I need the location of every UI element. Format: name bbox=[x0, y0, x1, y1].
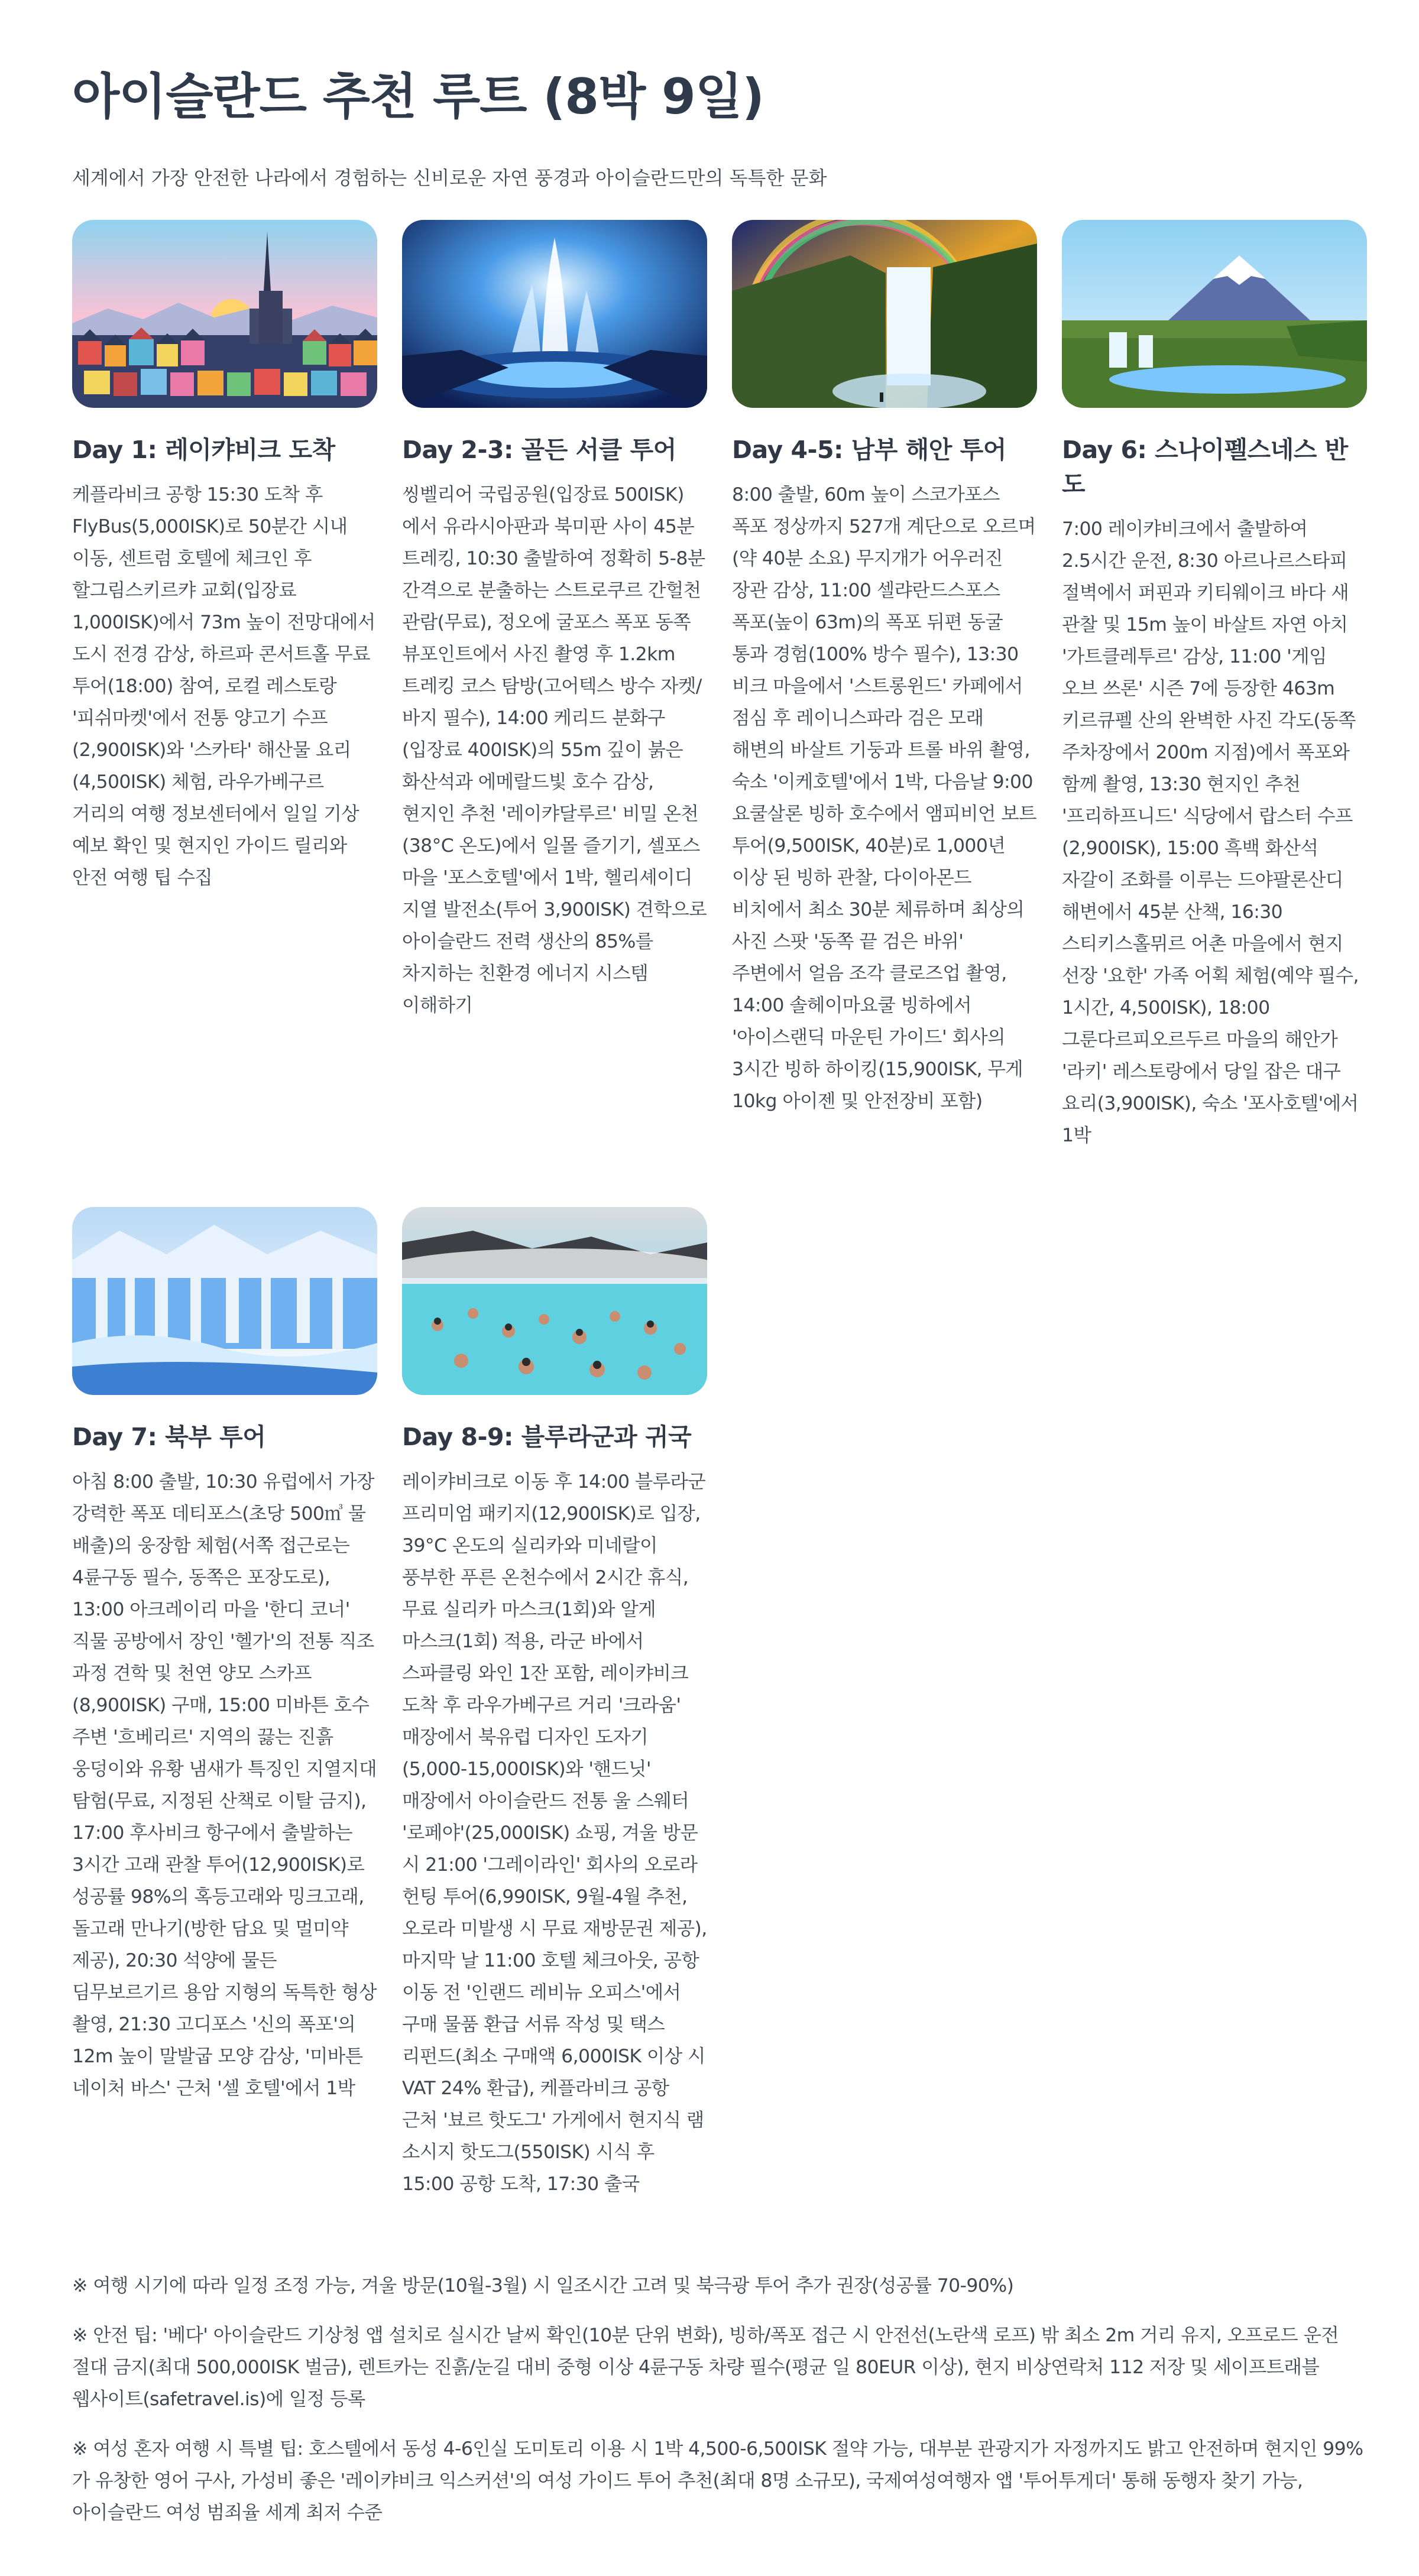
day-card bbox=[732, 220, 1037, 1117]
day-description: 레이캬비크로 이동 후 14:00 블루라군 프리미엄 패키지(12,900ISK)로 입장, 39°C 온도의 실리카와 미네랄이 풍부한 푸른 온천수에서 2시간 휴식, 무료 실리카 마스크(1회)와 알게 마스크(1회) 적용, 라군 바에서 스파클링 와인 1잔 포함, 레이캬비크 도착 후 라우가베구르 거리 '크라움' 매장에서 북유럽 디자인 도자기(5,000-15,000ISK)와 '핸드닛' 매장에서 아이슬란드 전통 울 스웨터 '로페야'(25,000ISK) 쇼핑, 겨울 방문 시 21:00 '그레이라인' 회사의 오로라 헌팅 투어(6,990ISK, 9월-4월 추천, 오로라 미발생 시 무료 재방문권 제공), 마지막 날 11:00 호텔 체크아웃, 공항 이동 전 '인랜드 레비뉴 오피스'에서 구매 물품 환급 서류 작성 및 택스 리펀드(최소 구매액 6,000ISK 이상 시 VAT 24% 환급), 케플라비크 공항 근처 '뵤르 핫도그' 가게에서 현지식 램 소시지 핫도그(550ISK) 시식 후 15:00 공항 도착, 17:30 출국 bbox=[402, 1471, 707, 2195]
day-title: Day 6: 스나이펠스네스 반도 bbox=[1062, 436, 1348, 498]
geyser-image bbox=[402, 220, 707, 408]
day-card bbox=[402, 220, 707, 1021]
day-description: 씽벨리어 국립공원(입장료 500ISK)에서 유라시아판과 북미판 사이 45분 트레킹, 10:30 출발하여 정확히 5-8분 간격으로 분출하는 스트로쿠르 간헐천 관람(무료), 정오에 굴포스 폭포 동쪽 뷰포인트에서 사진 촬영 후 1.2km 트레킹 코스 탐방(고어텍스 방수 자켓/바지 필수), 14:00 케리드 분화구(입장료 400ISK)의 55m 깊이 붉은 화산석과 에메랄드빛 호수 감상, 현지인 추천 '레이캬달루르' 비밀 온천(38°C 온도)에서 일몰 즐기기, 셀포스 마을 '포스호텔'에서 1박, 헬리셰이디 지열 발전소(투어 3,900ISK) 견학으로 아이슬란드 전력 생산의 85%를 차지하는 친환경 에너지 시스템 이해하기 bbox=[402, 484, 707, 1016]
kirkjufell-mountain-image bbox=[1062, 220, 1367, 408]
note-solo-female: ※ 여성 혼자 여행 시 특별 팁: 호스텔에서 동성 4-6인실 도미토리 이용 시 1박 4,500-6,500ISK 절약 가능, 대부분 관광지가 자정까지도 밝고 안전하며 현지인 99%가 유창한 영어 구사, 가성비 좋은 '레이캬비크 익스커션'의 여성 가이드 투어 추천(최대 8명 소규모), 국제여성여행자 앱 '투어투게더' 통해 동행자 찾기 가능, 아이슬란드 여성 범죄율 세계 최저 수준 bbox=[72, 2438, 1363, 2523]
reykjavik-city-image bbox=[72, 220, 377, 408]
day-card bbox=[72, 220, 377, 894]
day-card bbox=[402, 1207, 707, 2200]
day-title: Day 8-9: 블루라군과 귀국 bbox=[402, 1423, 692, 1451]
day-title: Day 1: 레이캬비크 도착 bbox=[72, 436, 335, 464]
day-description: 7:00 레이캬비크에서 출발하여 2.5시간 운전, 8:30 아르나르스타피 절벽에서 퍼핀과 키티웨이크 바다 새 관찰 및 15m 높이 바살트 자연 아치 '가트클레투르' 감상, 11:00 '게임 오브 쓰론' 시즌 7에 등장한 463m 키르큐펠 산의 완벽한 사진 각도(동쪽 주차장에서 200m 지점)에서 폭포와 함께 촬영, 13:30 현지인 추천 '프리하프니드' 식당에서 랍스터 수프(2,900ISK), 15:00 흑백 화산석 자갈이 조화를 이루는 드야팔론산디 해변에서 45분 산책, 16:30 스티키스홀뮈르 어촌 마을에서 현지 선장 '요한' 가족 어획 체험(예약 필수, 1시간, 4,500ISK), 18:00 그룬다르피오르두르 마을의 해안가 '라키' 레스토랑에서 당일 잡은 대구 요리(3,900ISK), 숙소 '포사호텔'에서 1박 bbox=[1062, 518, 1359, 1146]
note-safety: ※ 안전 팁: '베다' 아이슬란드 기상청 앱 설치로 실시간 날씨 확인(10분 단위 변화), 빙하/폭포 접근 시 안전선(노란색 로프) 밖 최소 2m 거리 유지, 오프로드 운전 절대 금지(최대 500,000ISK 벌금), 렌트카는 진흙/눈길 대비 중형 이상 4륜구동 차량 필수(평균 일 80EUR 이상), 현지 비상연락처 112 저장 및 세이프트래블 웹사이트(safetravel.is)에 일정 등록 bbox=[72, 2325, 1339, 2410]
day-description: 8:00 출발, 60m 높이 스코가포스 폭포 정상까지 527개 계단으로 오르며(약 40분 소요) 무지개가 어우러진 장관 감상, 11:00 셀랴란드스포스 폭포(높이 63m)의 폭포 뒤편 동굴 통과 경험(100% 방수 필수), 13:30 비크 마을에서 '스트롱윈드' 카페에서 점심 후 레이니스파라 검은 모래 해변의 바살트 기둥과 트롤 바위 촬영, 숙소 '이케호텔'에서 1박, 다음날 9:00 요쿨살론 빙하 호수에서 앰피비언 보트 투어(9,500ISK, 40분)로 1,000년 이상 된 빙하 관찰, 다이아몬드 비치에서 최소 30분 체류하며 최상의 사진 스팟 '동쪽 끝 검은 바위' 주변에서 얼음 조각 클로즈업 촬영, 14:00 솔헤이마요쿨 빙하에서 '아이스랜딕 마운틴 가이드' 회사의 3시간 빙하 하이킹(15,900ISK, 무게 10kg 아이젠 및 안전장비 포함) bbox=[732, 484, 1036, 1112]
page-subtitle: 세계에서 가장 안전한 나라에서 경험하는 신비로운 자연 풍경과 아이슬란드만의 독특한 문화 bbox=[72, 167, 827, 189]
day-description: 케플라비크 공항 15:30 도착 후 FlyBus(5,000ISK)로 50분간 시내 이동, 센트럼 호텔에 체크인 후 할그림스키르캬 교회(입장료 1,000ISK)에서 73m 높이 전망대에서 도시 전경 감상, 하르파 콘서트홀 무료 투어(18:00) 참여, 로컬 레스토랑 '피쉬마켓'에서 전통 양고기 수프(2,900ISK)와 '스카타' 해산물 요리(4,500ISK) 체험, 라우가베구르 거리의 여행 정보센터에서 일일 기상 예보 확인 및 현지인 가이드 릴리와 안전 여행 팁 수집 bbox=[72, 484, 375, 888]
note-season: ※ 여행 시기에 따라 일정 조정 가능, 겨울 방문(10월-3월) 시 일조시간 고려 및 북극광 투어 추가 권장(성공률 70-90%) bbox=[72, 2275, 1014, 2296]
day-title: Day 2-3: 골든 서클 투어 bbox=[402, 436, 676, 464]
day-title: Day 4-5: 남부 해안 투어 bbox=[732, 436, 1006, 464]
day-card bbox=[72, 1207, 377, 2104]
frozen-waterfall-image bbox=[72, 1207, 377, 1395]
page-title: 아이슬란드 추천 루트 (8박 9일) bbox=[72, 68, 764, 125]
waterfall-rainbow-image bbox=[732, 220, 1037, 408]
footnotes bbox=[72, 2270, 1367, 2529]
day-card bbox=[1062, 220, 1367, 1151]
day-description: 아침 8:00 출발, 10:30 유럽에서 가장 강력한 폭포 데티포스(초당 500㎥ 물 배출)의 웅장함 체험(서쪽 접근로는 4륜구동 필수, 동쪽은 포장도로), 13:00 아크레이리 마을 '한디 코너' 직물 공방에서 장인 '헬가'의 전통 직조 과정 견학 및 천연 양모 스카프(8,900ISK) 구매, 15:00 미바튼 호수 주변 '흐베리르' 지역의 끓는 진흙 웅덩이와 유황 냄새가 특징인 지열지대 탐험(무료, 지정된 산책로 이탈 금지), 17:00 후사비크 항구에서 출발하는 3시간 고래 관찰 투어(12,900ISK)로 성공률 98%의 혹등고래와 밍크고래, 돌고래 만나기(방한 담요 및 멀미약 제공), 20:30 석양에 물든 딤무보르기르 용암 지형의 독특한 형상 촬영, 21:30 고디포스 '신의 폭포'의 12m 높이 말발굽 모양 감상, '미바튼 네이처 바스' 근처 '셀 호텔'에서 1박 bbox=[72, 1471, 377, 2099]
day-title: Day 7: 북부 투어 bbox=[72, 1423, 266, 1451]
blue-lagoon-image bbox=[402, 1207, 707, 1395]
